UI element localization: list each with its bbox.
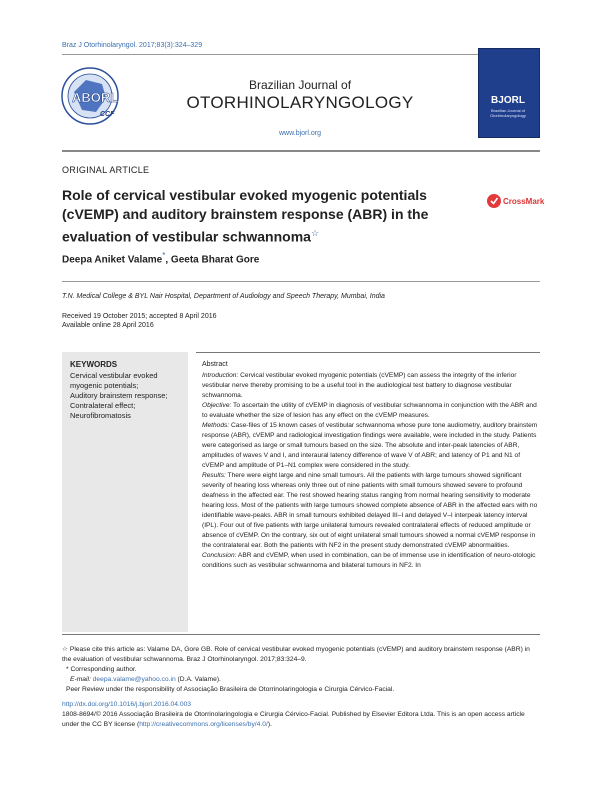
keyword-item: Contralateral effect; [70, 401, 136, 410]
corresponding-footnote: * Corresponding author. [66, 666, 137, 673]
title-footnote-mark: ☆ [310, 228, 320, 238]
journal-cover [478, 48, 540, 138]
doi-link[interactable]: http://dx.doi.org/10.1016/j.bjorl.2016.04.003 [62, 701, 192, 708]
online-date: Available online 28 April 2016 [62, 322, 154, 329]
cover-subtitle: Brazilian Journal of Otorhinolaryngology [490, 108, 526, 118]
keywords-heading: KEYWORDS [70, 360, 118, 369]
abstract-conclusion: Conclusion: ABR and cVEMP, when used in combination, can be of immense use in identification of neuro-otologic conditions such as vestibular schwannoma and bilateral tumours in NF2. In [202, 552, 536, 569]
citation-footnote: ☆ Please cite this article as: Valame DA, Gore GB. Role of cervical vestibular evoked myogenic potentials (cVEMP) and auditory brainstem response (ABR) in the evaluation of vestibular schwannoma. Braz J Otorhinolaryngol. 2017;83:324–9. [62, 646, 530, 663]
keyword-item: Auditory brainstem response; [70, 391, 168, 400]
journal-name-line1: Brazilian Journal of [248, 78, 352, 92]
header-bottom-rule [62, 150, 540, 152]
keyword-item: Neurofibromatosis [70, 411, 131, 420]
journal-url[interactable]: www.bjorl.org [278, 130, 321, 137]
article-title: Role of cervical vestibular evoked myogenic potentials (cVEMP) and auditory brainstem response (ABR) in the evaluation of vestibular schwannoma☆ [62, 187, 429, 245]
email-footnote: E-mail: deepa.valame@yahoo.co.in (D.A. Valame). [70, 676, 221, 683]
footnotes [62, 645, 540, 695]
keyword-item: Cervical vestibular evoked myogenic potentials; [70, 371, 158, 390]
aborl-logo [60, 62, 140, 130]
abstract-objective: Objective: To ascertain the utility of cVEMP in diagnosis of vestibular schwannoma in conjunction with the ABR and to evaluate whether the size of lesion has any effect on the cVEMP measures. [202, 402, 537, 419]
article-dates [62, 312, 217, 330]
article-type: ORIGINAL ARTICLE [62, 165, 150, 175]
author-list: Deepa Aniket Valame*, Geeta Bharat Gore [62, 251, 260, 266]
bottom-info [62, 700, 540, 730]
author-corresponding-mark: * [162, 251, 166, 260]
journal-citation: Braz J Otorhinolaryngol. 2017;83(3):324–329 [62, 42, 203, 49]
cover-title: BJORL [491, 95, 525, 106]
abstract-top-rule [196, 352, 540, 353]
license-link[interactable]: http://creativecommons.org/licenses/by/4.0/ [139, 721, 268, 728]
abstract-results: Results: There were eight large and nine small tumours. All the patients with large tumours showed significant severity of hearing loss whereas only three out of nine patients with small tumours showed severe to profound deafness in the affected ear. The rest showed hearing status ranging from normal hearing sensitivity to moderate hearing loss. Most of the patients with large tumours showed complete absence of ABR in the affected ears with no identifiable wave-peaks. ABR in small tumours exhibited delayed III–I and delayed V–I interpeak latency interval (IPL). Four out of five patients with large unilateral tumours revealed contralateral effects of reduced amplitude or absence of cVEMP. On the contrary, six out of eight unilateral small tumours showed a normal cVEMP response in the contralateral ear. Both the patients with NF2 in the present study demonstrated cVEMP abnormalities. [202, 472, 538, 549]
crossmark-badge[interactable] [486, 191, 556, 211]
abstract-body [202, 371, 540, 571]
authors-rule [62, 281, 540, 282]
keywords-list [70, 371, 182, 421]
copyright-notice: 1808-8694/© 2016 Associação Brasileira de Otorrinolaringologia e Cirurgia Cérvico-Facial. Published by Elsevier Editora Ltda. This is an open access article under the CC BY license (http://creativecommons.org/licenses/by/4.0/). [62, 711, 525, 728]
crossmark-label: CrossMark [503, 197, 545, 206]
header-top-rule [62, 54, 540, 55]
logo-sub: CCF [100, 111, 115, 118]
abstract-heading: Abstract [202, 361, 228, 368]
abstract-methods: Methods: Case-files of 15 known cases of vestibular schwannoma whose pure tone audiometry, auditory brainstem response (ABR), cVEMP and radiological investigation findings were available, were included in the study. Patients were categorised as large or small tumours based on the size. The absolute and inter-peak latencies of ABR, amplitudes of waves V and I, and interaural latency difference of wave V of ABR; and latency of P1 and N1 of cVEMP and amplitude of P1–N1 complex were considered in the study. [202, 422, 538, 469]
received-date: Received 19 October 2015; accepted 8 April 2016 [62, 313, 217, 320]
peer-review-note: Peer Review under the responsibility of Associação Brasileira de Otorrinolaringologia e Cirurgia Cérvico-Facial. [66, 686, 395, 693]
abstract-bottom-rule [62, 634, 540, 635]
logo-text: ABORL [72, 90, 119, 105]
email-link[interactable]: deepa.valame@yahoo.co.in [92, 676, 176, 683]
abstract-introduction: Introduction: Cervical vestibular evoked myogenic potentials (cVEMP) can assess the integrity of the inferior vestibular nerve thereby promising to be a useful tool in the audiological test battery to diagnose vestibular schwannoma. [202, 372, 517, 399]
journal-name-line2: OTORHINOLARYNGOLOGY [186, 93, 414, 112]
affiliation: T.N. Medical College & BYL Nair Hospital, Department of Audiology and Speech Therapy, Mumbai, India [62, 293, 385, 300]
